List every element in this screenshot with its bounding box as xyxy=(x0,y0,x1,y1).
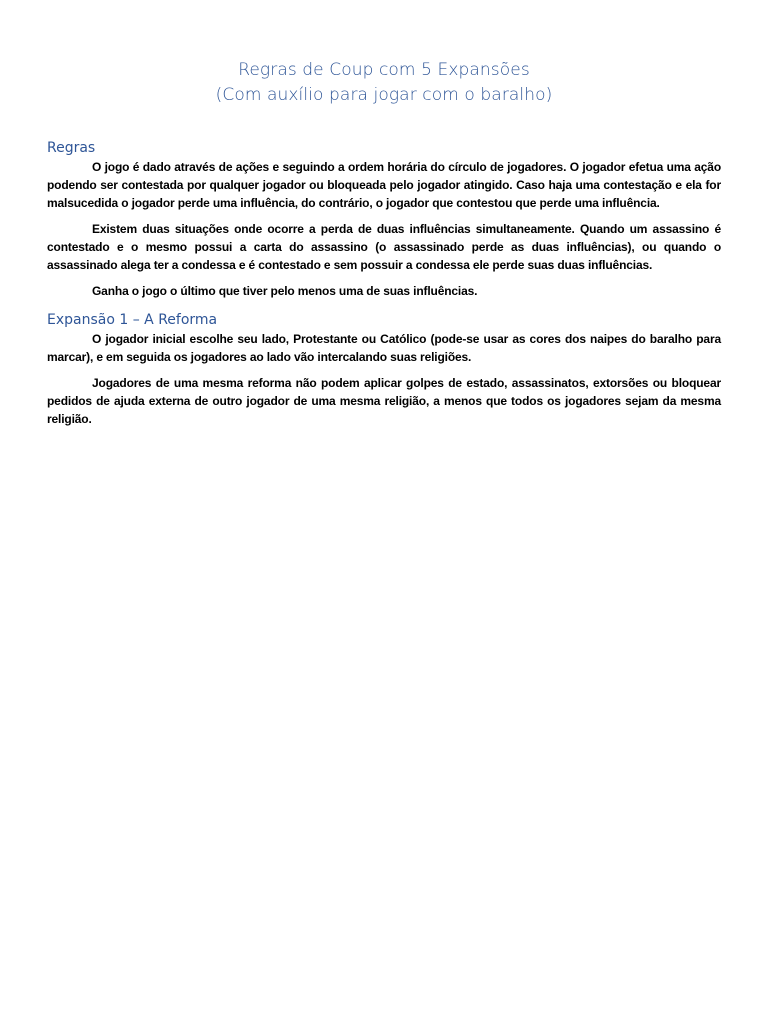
paragraph: O jogo é dado através de ações e seguindo a ordem horária do círculo de jogadores. O jogador efetua uma ação podendo ser contestada por qualquer jogador ou bloqueada pelo jogador atingido. Caso haja uma contestação e ela for malsucedida o jogador perde uma influência, do contrário, o jogador que contestou que perde uma influência. xyxy=(47,160,721,210)
section-expansao-1 xyxy=(47,310,721,428)
section-regras xyxy=(47,138,721,300)
title-line-1: Regras de Coup com 5 Expansões xyxy=(238,60,530,80)
paragraph: O jogador inicial escolhe seu lado, Protestante ou Católico (pode-se usar as cores dos naipes do baralho para marcar), e em seguida os jogadores ao lado vão intercalando suas religiões. xyxy=(47,332,721,364)
document-body xyxy=(47,134,721,428)
paragraph: Jogadores de uma mesma reforma não podem aplicar golpes de estado, assassinatos, extorsões ou bloquear pedidos de ajuda externa de outro jogador de uma mesma religião, a menos que todos os jogadores sejam da mesma religião. xyxy=(47,376,721,426)
document-title xyxy=(0,58,768,108)
section-heading: Expansão 1 – A Reforma xyxy=(47,312,218,328)
title-line-2: (Com auxílio para jogar com o baralho) xyxy=(215,85,553,105)
section-heading: Regras xyxy=(47,140,96,156)
paragraph: Existem duas situações onde ocorre a perda de duas influências simultaneamente. Quando um assassino é contestado e o mesmo possui a carta do assassino (o assassinado perde as duas influências), ou quando o assassinado alega ter a condessa e é contestado e sem possuir a condessa ele perde suas duas influências. xyxy=(47,222,721,272)
paragraph: Ganha o jogo o último que tiver pelo menos uma de suas influências. xyxy=(92,284,478,298)
